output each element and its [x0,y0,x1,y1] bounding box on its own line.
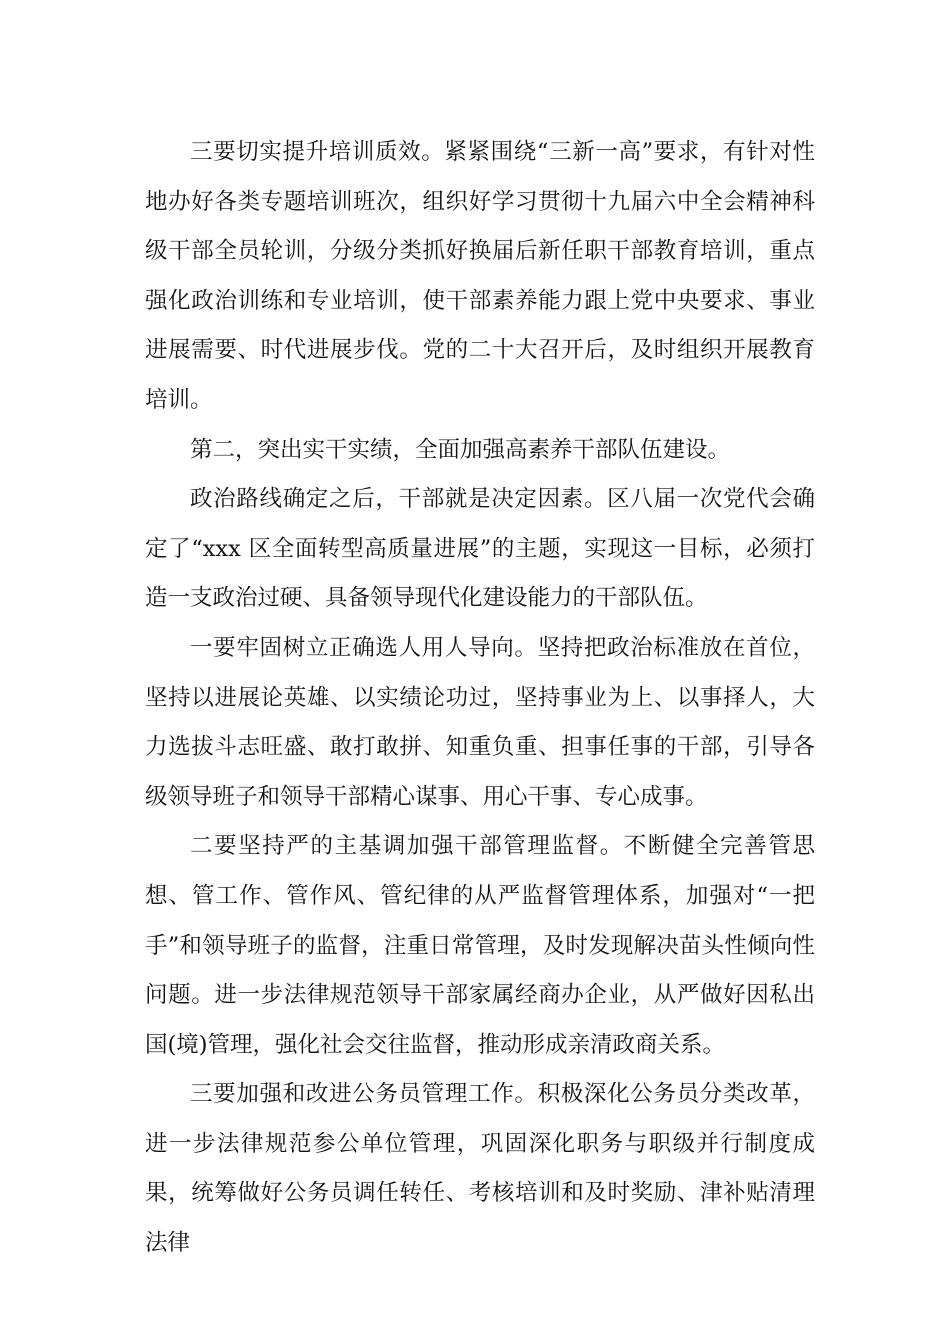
paragraph-training-quality: 三要切实提升培训质效。紧紧围绕“三新一高”要求，有针对性地办好各类专题培训班次，组织好学习贯彻十九届六中全会精神科级干部全员轮训，分级分类抓好换届后新任职干部教育培训，重点强化政治训练和专业培训，使干部素养能力跟上党中央要求、事业进展需要、时代进展步伐。党的二十大召开后，及时组织开展教育培训。 [145,139,815,413]
document-body [145,128,815,1269]
paragraph-management-supervision: 二要坚持严的主基调加强干部管理监督。不断健全完善管思想、管工作、管作风、管纪律的从严监督管理体系，加强对“一把手”和领导班子的监督，注重日常管理，及时发现解决苗头性倾向性问题。进一步法律规范领导干部家属经商办企业，从严做好因私出国(境)管理，强化社会交往监督，推动形成亲清政商关系。 [145,833,815,1058]
paragraph-civil-servant-management: 三要加强和改进公务员管理工作。积极深化公务员分类改革，进一步法律规范参公单位管理，巩固深化职务与职级并行制度成果，统筹做好公务员调任转任、考核培训和及时奖励、津补贴清理法律 [145,1081,815,1257]
paragraph-section-heading: 第二，突出实干实绩，全面加强高素养干部队伍建设。 [190,436,731,463]
paragraph-selection-orientation: 一要牢固树立正确选人用人导向。坚持把政治标准放在首位，坚持以进展论英雄、以实绩论功过，坚持事业为上、以事择人，大力选拔斗志旺盛、敢打敢拼、知重负重、担事任事的干部，引导各级领导班子和领导干部精心谋事、用心干事、专心成事。 [145,634,815,810]
paragraph-political-line: 政治路线确定之后，干部就是决定因素。区八届一次党代会确定了“xxx 区全面转型高质量进展”的主题，实现这一目标，必须打造一支政治过硬、具备领导现代化建设能力的干部队伍。 [145,486,815,612]
